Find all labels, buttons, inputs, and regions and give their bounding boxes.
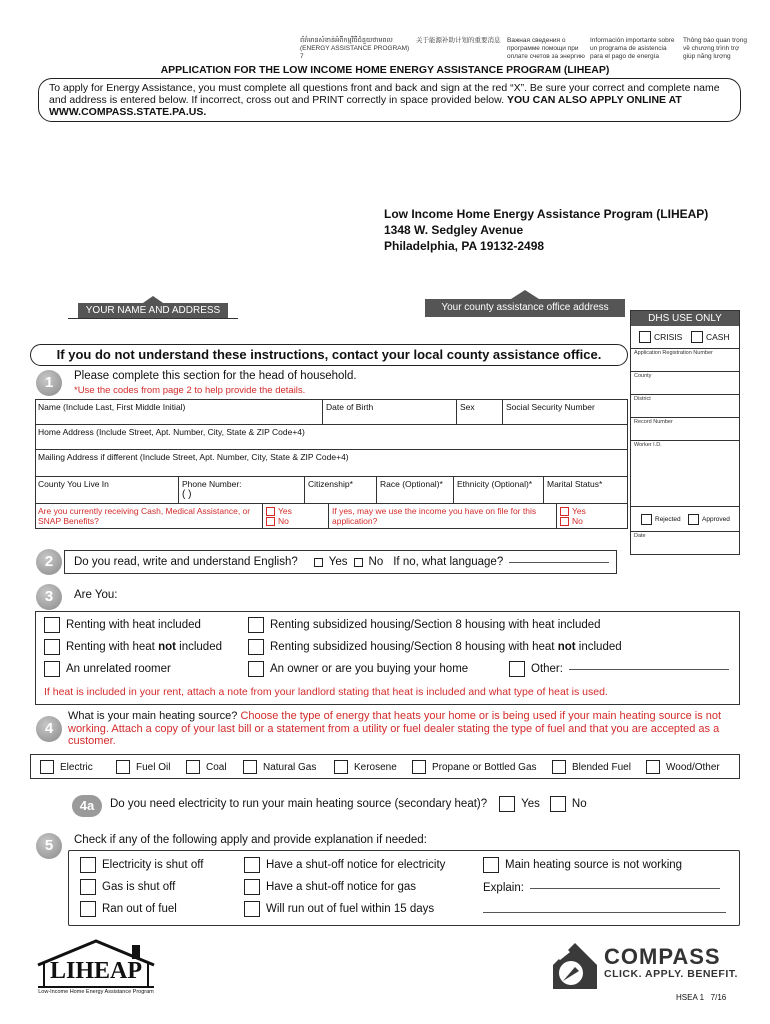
ran-out-of-fuel[interactable]: Ran out of fuel [80, 901, 177, 917]
compass-wordmark: COMPASS [604, 944, 721, 969]
compass-logo-icon [549, 939, 601, 991]
shutoff-notice-gas[interactable]: Have a shut-off notice for gas [244, 879, 416, 895]
unrelated-roomer[interactable]: An unrelated roomer [44, 661, 171, 677]
name-divider [68, 318, 238, 319]
gas-shut-off[interactable]: Gas is shut off [80, 879, 175, 895]
section-1-title: Please complete this section for the head of household. [74, 370, 357, 382]
home-address-field[interactable]: Home Address (Include Street, Apt. Number, City, State & ZIP Code+4) [38, 427, 305, 437]
section-4-text: What is your main heating source? Choose the type of energy that heats your home or is being used if your main heating source is not working. Attach a copy of your last bill or a statement from a utility or fuel dealer stating the type of fuel and that you are accepted as a customer. [68, 710, 722, 747]
secondary-heat-yes[interactable] [499, 796, 515, 812]
owner-buying[interactable]: An owner or are you buying your home [248, 661, 468, 677]
dhs-district: District [634, 396, 651, 402]
secondary-heat-no[interactable] [550, 796, 566, 812]
explain-line-2[interactable] [483, 912, 726, 913]
dhs-app-reg: Application Registration Number [634, 350, 713, 356]
subsidized-heat-included[interactable]: Renting subsidized housing/Section 8 housing with heat included [248, 617, 601, 633]
income-yes[interactable]: Yes [560, 506, 625, 516]
section-3-number: 3 [36, 584, 62, 610]
citizenship-field[interactable]: Citizenship* [305, 477, 377, 503]
section-4a-row: Do you need electricity to run your main heating source (secondary heat)? Yes No [110, 798, 587, 810]
lang-spanish: Información importante sobre un programa de asistencia para el pago de energía [590, 37, 675, 60]
section-3-title: Are You: [74, 589, 118, 601]
fuel-kerosene[interactable]: Kerosene [334, 760, 397, 774]
english-question: Do you read, write and understand English? [74, 556, 298, 568]
dhs-record: Record Number [634, 419, 673, 425]
compass-tagline: CLICK. APPLY. BENEFIT. [604, 968, 738, 980]
income-options [557, 504, 628, 529]
receiving-question: Are you currently receiving Cash, Medical Assistance, or SNAP Benefits? [35, 504, 263, 529]
intro-box [38, 78, 741, 122]
fuel-blended[interactable]: Blended Fuel [552, 760, 631, 774]
renting-heat-not-included[interactable]: Renting with heat not included [44, 639, 222, 655]
mailing-address: Low Income Home Energy Assistance Program (LIHEAP) 1348 W. Sedgley Avenue Philadelphia, PA 19132-2498 [384, 207, 709, 253]
heating-not-working[interactable]: Main heating source is not working [483, 857, 682, 873]
lang-russian: Важная сведения о программе помощи при оплате счетов за энергию [507, 37, 585, 60]
your-name-label: YOUR NAME AND ADDRESS [78, 303, 228, 318]
subsidized-heat-not-included[interactable]: Renting subsidized housing/Section 8 housing with heat not included [248, 639, 622, 655]
income-question: If yes, may we use the income you have on file for this application? [329, 504, 557, 529]
lang-vietnamese: Thông báo quan trọng về chương trình trợ giúp năng lượng [683, 37, 747, 60]
crisis-checkbox[interactable]: CRISIS [639, 331, 682, 343]
ethnicity-field[interactable]: Ethnicity (Optional)* [454, 477, 544, 503]
run-out-15-days[interactable]: Will run out of fuel within 15 days [244, 901, 434, 917]
dob-field[interactable]: Date of Birth [323, 400, 457, 424]
renting-heat-included[interactable]: Renting with heat included [44, 617, 201, 633]
english-yes-checkbox[interactable] [314, 558, 323, 567]
language-input[interactable] [509, 562, 609, 563]
fuel-oil[interactable]: Fuel Oil [116, 760, 170, 774]
county-office-label: Your county assistance office address [425, 299, 625, 317]
section-1-number: 1 [36, 370, 62, 396]
section-2-number: 2 [36, 549, 62, 575]
dhs-use-box [630, 310, 740, 555]
name-field[interactable]: Name (Include Last, First Middle Initial) [35, 400, 323, 424]
income-no[interactable]: No [560, 516, 625, 526]
section-5-title: Check if any of the following apply and provide explanation if needed: [74, 834, 427, 846]
approved-checkbox[interactable]: Approved [688, 514, 730, 525]
receiving-yes[interactable]: Yes [266, 506, 325, 516]
cash-checkbox[interactable]: CASH [691, 331, 730, 343]
english-no-checkbox[interactable] [354, 558, 363, 567]
dhs-title: DHS USE ONLY [631, 311, 739, 326]
intro-online[interactable]: YOU CAN ALSO APPLY ONLINE AT WWW.COMPASS.STATE.PA.US. [49, 94, 682, 118]
county-live-field[interactable]: County You Live In [35, 477, 179, 503]
form-title: APPLICATION FOR THE LOW INCOME HOME ENERGY ASSISTANCE PROGRAM (LIHEAP) [160, 64, 610, 76]
receiving-no[interactable]: No [266, 516, 325, 526]
section-1-note: *Use the codes from page 2 to help provide the details. [74, 385, 306, 396]
form-number: HSEA 1 7/16 [676, 993, 727, 1002]
dhs-worker: Worker I.D. [634, 442, 662, 448]
section-5-number: 5 [36, 833, 62, 859]
dhs-county: County [634, 373, 652, 379]
marital-field[interactable]: Marital Status* [547, 479, 603, 489]
section-4-number: 4 [36, 716, 62, 742]
mailing-address-field[interactable]: Mailing Address if different (Include Street, Apt. Number, City, State & ZIP Code+4) [38, 452, 349, 462]
fuel-electric[interactable]: Electric [40, 760, 93, 774]
fuel-propane[interactable]: Propane or Bottled Gas [412, 760, 537, 774]
rejected-checkbox[interactable]: Rejected [641, 514, 681, 525]
receiving-options [263, 504, 329, 529]
section-3-note: If heat is included in your rent, attach a note from your landlord stating that heat is included and what type of heat is used. [44, 686, 608, 698]
ssn-field[interactable]: Social Security Number [506, 402, 595, 412]
shutoff-notice-electricity[interactable]: Have a shut-off notice for electricity [244, 857, 445, 873]
phone-field[interactable]: Phone Number: ( ) [179, 477, 305, 503]
intro-text: To apply for Energy Assistance, you must complete all questions front and back and sign at the red “X”. Be sure your correct and complete name and address is entered below. If incorrect, cross out and PRINT correctly in space provided below. [49, 82, 720, 106]
sex-field[interactable]: Sex [457, 400, 503, 424]
fuel-wood-other[interactable]: Wood/Other [646, 760, 720, 774]
electricity-shut-off[interactable]: Electricity is shut off [80, 857, 203, 873]
other-housing[interactable]: Other: [509, 661, 729, 677]
lang-khmer: ព័ត៌មានសំខាន់អំពីកម្មវិធីជំនួយថាមពល (ENERGY ASSISTANCE PROGRAM) 7 [300, 37, 410, 60]
liheap-wordmark: LIHEAP [49, 958, 142, 984]
section-2-row: Do you read, write and understand English? Yes No If no, what language? [74, 556, 609, 568]
fuel-natural-gas[interactable]: Natural Gas [243, 760, 316, 774]
dhs-date: Date [634, 533, 646, 539]
section-4a-number: 4a [72, 795, 102, 817]
lang-chinese: 关于能源补助计划的重要消息 [416, 37, 501, 44]
liheap-subtitle: Low-Income Home Energy Assistance Program [38, 989, 154, 995]
race-field[interactable]: Race (Optional)* [377, 477, 454, 503]
explain-field[interactable]: Explain: [483, 882, 720, 894]
instructions-banner: If you do not understand these instructions, contact your local county assistance office. [30, 344, 628, 366]
fuel-coal[interactable]: Coal [186, 760, 227, 774]
